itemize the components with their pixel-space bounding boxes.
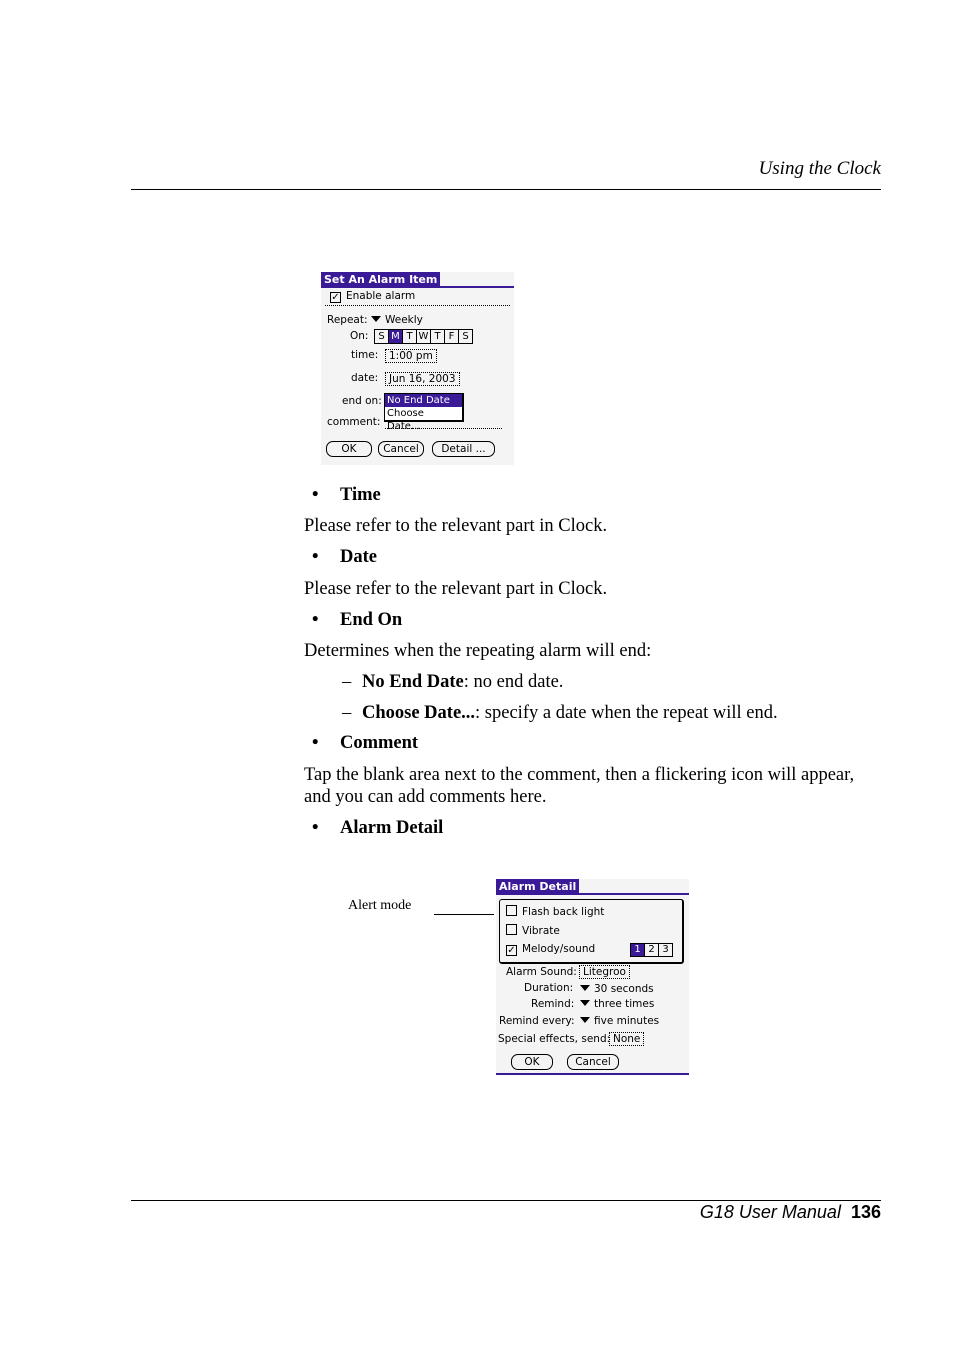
cancel-button[interactable]: Cancel bbox=[378, 441, 424, 457]
alert-mode-callout: Alert mode bbox=[348, 898, 412, 913]
alarm-sound-field[interactable]: Litegroo bbox=[579, 965, 630, 979]
day-thu[interactable]: T bbox=[431, 330, 445, 343]
repeat-label: Repeat: bbox=[327, 314, 368, 326]
duration-label: Duration: bbox=[524, 982, 574, 994]
checkbox-icon bbox=[506, 905, 517, 916]
vibrate-label: Vibrate bbox=[522, 925, 560, 937]
divider bbox=[325, 305, 510, 306]
remind-every-label: Remind every: bbox=[499, 1015, 575, 1027]
remind-value: three times bbox=[594, 998, 655, 1010]
special-effects-label: Special effects, send: bbox=[498, 1033, 611, 1045]
day-sun[interactable]: S bbox=[375, 330, 389, 343]
day-fri[interactable]: F bbox=[445, 330, 459, 343]
date-label: date: bbox=[351, 372, 379, 384]
check-icon: ✓ bbox=[331, 292, 340, 303]
bottom-border bbox=[496, 1073, 689, 1075]
time-text: Please refer to the relevant part in Clock. bbox=[304, 516, 608, 536]
date-field[interactable]: Jun 16, 2003 bbox=[385, 372, 460, 386]
no-end-date-item bbox=[342, 672, 563, 693]
callout-line bbox=[434, 914, 494, 915]
alarm-detail-title: Alarm Detail bbox=[496, 879, 579, 894]
melody-mode-selector bbox=[630, 943, 673, 957]
date-heading-text: Date bbox=[340, 547, 377, 567]
time-heading-text: Time bbox=[340, 485, 381, 505]
day-wed[interactable]: W bbox=[417, 330, 431, 343]
header-rule bbox=[131, 189, 881, 190]
day-mon[interactable]: M bbox=[389, 330, 403, 343]
dash: – bbox=[342, 703, 352, 723]
no-end-term: No End Date bbox=[362, 672, 464, 692]
dash: – bbox=[342, 672, 352, 692]
comment-heading bbox=[312, 733, 418, 754]
flash-label: Flash back light bbox=[522, 906, 605, 918]
alarm-sound-label: Alarm Sound: bbox=[506, 966, 577, 978]
choose-date-option[interactable]: Choose Date... bbox=[387, 408, 424, 432]
enable-alarm-checkbox[interactable] bbox=[330, 290, 415, 303]
melody-checkbox[interactable] bbox=[506, 943, 595, 956]
repeat-selector[interactable] bbox=[371, 314, 423, 326]
endon-heading-text: End On bbox=[340, 610, 403, 630]
day-sat[interactable]: S bbox=[462, 331, 469, 342]
end-on-popup bbox=[384, 393, 464, 432]
choose-term: Choose Date... bbox=[362, 703, 476, 723]
checkbox-icon bbox=[506, 924, 517, 935]
bullet: • bbox=[312, 818, 319, 838]
on-label: On: bbox=[350, 330, 369, 342]
bullet: • bbox=[312, 733, 319, 753]
date-text: Please refer to the relevant part in Clock. bbox=[304, 579, 608, 599]
mode-2[interactable]: 2 bbox=[645, 944, 659, 956]
detail-button[interactable]: Detail ... bbox=[432, 441, 495, 457]
special-effects-field[interactable]: None bbox=[609, 1032, 644, 1046]
remind-every-value: five minutes bbox=[594, 1015, 660, 1027]
page-footer bbox=[700, 1202, 881, 1223]
duration-selector[interactable] bbox=[580, 983, 654, 995]
footer-rule bbox=[131, 1200, 881, 1201]
time-heading bbox=[312, 485, 381, 506]
bullet: • bbox=[312, 547, 319, 567]
no-end-desc: : no end date. bbox=[463, 672, 564, 692]
check-icon: ✓ bbox=[507, 945, 516, 956]
vibrate-checkbox[interactable] bbox=[506, 924, 560, 937]
melody-label: Melody/sound bbox=[522, 943, 596, 955]
comment-heading-text: Comment bbox=[340, 733, 419, 753]
time-label: time: bbox=[351, 349, 379, 361]
choose-date-item bbox=[342, 703, 778, 724]
remind-selector[interactable] bbox=[580, 998, 654, 1010]
time-field[interactable]: 1:00 pm bbox=[385, 349, 437, 363]
enable-alarm-label: Enable alarm bbox=[346, 290, 416, 302]
end-on-label: end on: bbox=[342, 395, 382, 407]
day-tue[interactable]: T bbox=[403, 330, 417, 343]
remind-label: Remind: bbox=[531, 998, 575, 1010]
ok-button[interactable]: OK bbox=[511, 1054, 553, 1070]
remind-every-selector[interactable] bbox=[580, 1015, 659, 1027]
dropdown-arrow-icon bbox=[580, 1017, 590, 1023]
alarm-detail-heading bbox=[312, 818, 443, 839]
running-header: Using the Clock bbox=[758, 158, 881, 179]
date-heading bbox=[312, 547, 377, 568]
flash-checkbox[interactable] bbox=[506, 905, 604, 918]
alarm-detail-heading-text: Alarm Detail bbox=[340, 818, 444, 838]
comment-text: Tap the blank area next to the comment, then a flickering icon will appear, and you can add comments here. bbox=[304, 765, 855, 807]
alarm-item-screenshot bbox=[321, 272, 514, 465]
dropdown-arrow-icon bbox=[580, 1000, 590, 1006]
alarm-item-title: Set An Alarm Item bbox=[321, 272, 440, 287]
comment-field[interactable] bbox=[385, 428, 502, 429]
cancel-button[interactable]: Cancel bbox=[567, 1054, 619, 1070]
repeat-value: Weekly bbox=[385, 314, 423, 326]
alarm-detail-screenshot bbox=[496, 879, 689, 1075]
comment-label: comment: bbox=[327, 416, 381, 428]
dropdown-arrow-icon bbox=[580, 985, 590, 991]
ok-button[interactable]: OK bbox=[326, 441, 372, 457]
endon-heading bbox=[312, 610, 402, 631]
bullet: • bbox=[312, 610, 319, 630]
weekday-selector bbox=[374, 329, 473, 344]
mode-1[interactable]: 1 bbox=[631, 944, 645, 956]
bullet: • bbox=[312, 485, 319, 505]
no-end-date-option[interactable]: No End Date bbox=[385, 394, 462, 407]
page-number: 136 bbox=[850, 1202, 881, 1222]
duration-value: 30 seconds bbox=[594, 983, 654, 995]
choose-desc: : specify a date when the repeat will end. bbox=[475, 703, 778, 723]
dropdown-arrow-icon bbox=[371, 316, 381, 322]
mode-3[interactable]: 3 bbox=[662, 944, 669, 955]
endon-text: Determines when the repeating alarm will end: bbox=[304, 641, 652, 661]
manual-title: G18 User Manual bbox=[699, 1202, 841, 1222]
